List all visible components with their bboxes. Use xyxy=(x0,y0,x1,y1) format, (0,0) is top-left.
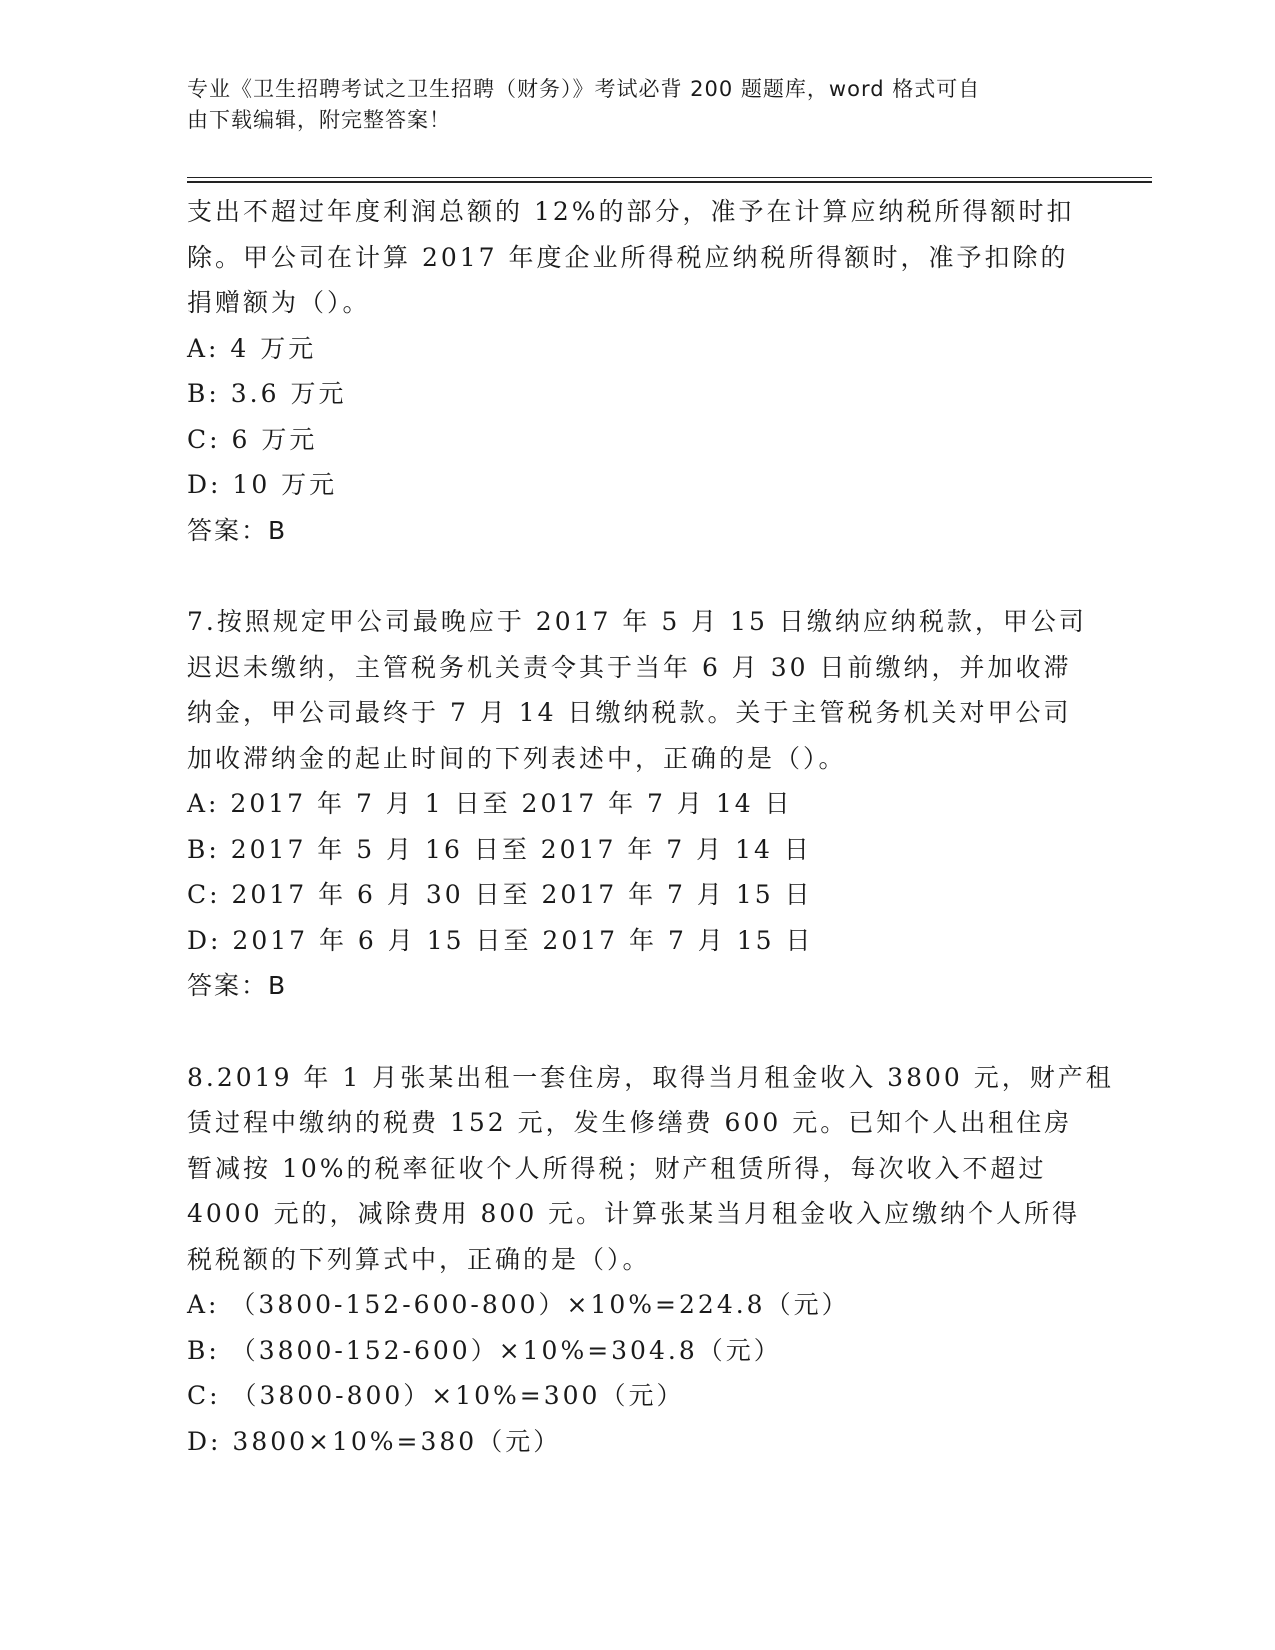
header-divider-thin xyxy=(187,177,1152,178)
answer-label: 答案：B xyxy=(187,515,288,545)
question-7 xyxy=(187,599,1087,1009)
option-a: A: （3800-152-600-800）×10%=224.8（元） xyxy=(187,1290,850,1319)
question-text-line: 7.按照规定甲公司最晚应于 2017 年 5 月 15 日缴纳应纳税款，甲公司 xyxy=(187,607,1087,636)
question-text-line: 暂减按 10%的税率征收个人所得税；财产租赁所得，每次收入不超过 xyxy=(187,1153,1047,1183)
option-d: D: 2017 年 6 月 15 日至 2017 年 7 月 15 日 xyxy=(187,925,814,955)
question-text-line: 纳金，甲公司最终于 7 月 14 日缴纳税款。关于主管税务机关对甲公司 xyxy=(187,698,1072,727)
document-header xyxy=(187,74,1067,136)
option-c: C: 2017 年 6 月 30 日至 2017 年 7 月 15 日 xyxy=(187,880,813,909)
option-c: C: （3800-800）×10%=300（元） xyxy=(187,1381,685,1410)
header-divider-thick xyxy=(187,181,1152,183)
option-b: B: 2017 年 5 月 16 日至 2017 年 7 月 14 日 xyxy=(187,834,812,864)
option-d: D: 10 万元 xyxy=(187,470,338,499)
header-title-line-2: 由下载编辑，附完整答案！ xyxy=(187,108,451,132)
spacer xyxy=(187,553,1087,599)
question-text-line: 捐赠额为（）。 xyxy=(187,288,371,317)
question-text-line: 支出不超过年度利润总额的 12%的部分，准予在计算应纳税所得额时扣 xyxy=(187,197,1075,226)
option-d: D: 3800×10%=380（元） xyxy=(187,1426,562,1456)
answer-label: 答案：B xyxy=(187,971,288,1000)
question-8 xyxy=(187,1055,1114,1465)
question-text-line: 4000 元的，减除费用 800 元。计算张某当月租金收入应缴纳个人所得 xyxy=(187,1199,1081,1228)
question-text-line: 8.2019 年 1 月张某出租一套住房，取得当月租金收入 3800 元，财产租 xyxy=(187,1062,1114,1092)
question-text-line: 除。甲公司在计算 2017 年度企业所得税应纳税所得额时，准予扣除的 xyxy=(187,242,1069,272)
question-text-line: 赁过程中缴纳的税费 152 元，发生修缮费 600 元。已知个人出租住房 xyxy=(187,1108,1073,1137)
option-a: A: 4 万元 xyxy=(187,333,317,363)
option-b: B: （3800-152-600）×10%=304.8（元） xyxy=(187,1335,782,1365)
question-text-line: 迟迟未缴纳，主管税务机关责令其于当年 6 月 30 日前缴纳，并加收滞 xyxy=(187,652,1072,682)
question-text-line: 税税额的下列算式中，正确的是（）。 xyxy=(187,1244,651,1274)
question-text-line: 加收滞纳金的起止时间的下列表述中，正确的是（）。 xyxy=(187,743,847,773)
option-c: C: 6 万元 xyxy=(187,424,318,454)
option-b: B: 3.6 万元 xyxy=(187,379,347,408)
option-a: A: 2017 年 7 月 1 日至 2017 年 7 月 14 日 xyxy=(187,789,793,818)
question-6 xyxy=(187,189,1087,553)
spacer xyxy=(187,1009,1087,1055)
document-body xyxy=(187,189,1114,1464)
header-title-line-1: 专业《卫生招聘考试之卫生招聘（财务）》考试必背 200 题题库，word 格式可自 xyxy=(187,77,981,101)
